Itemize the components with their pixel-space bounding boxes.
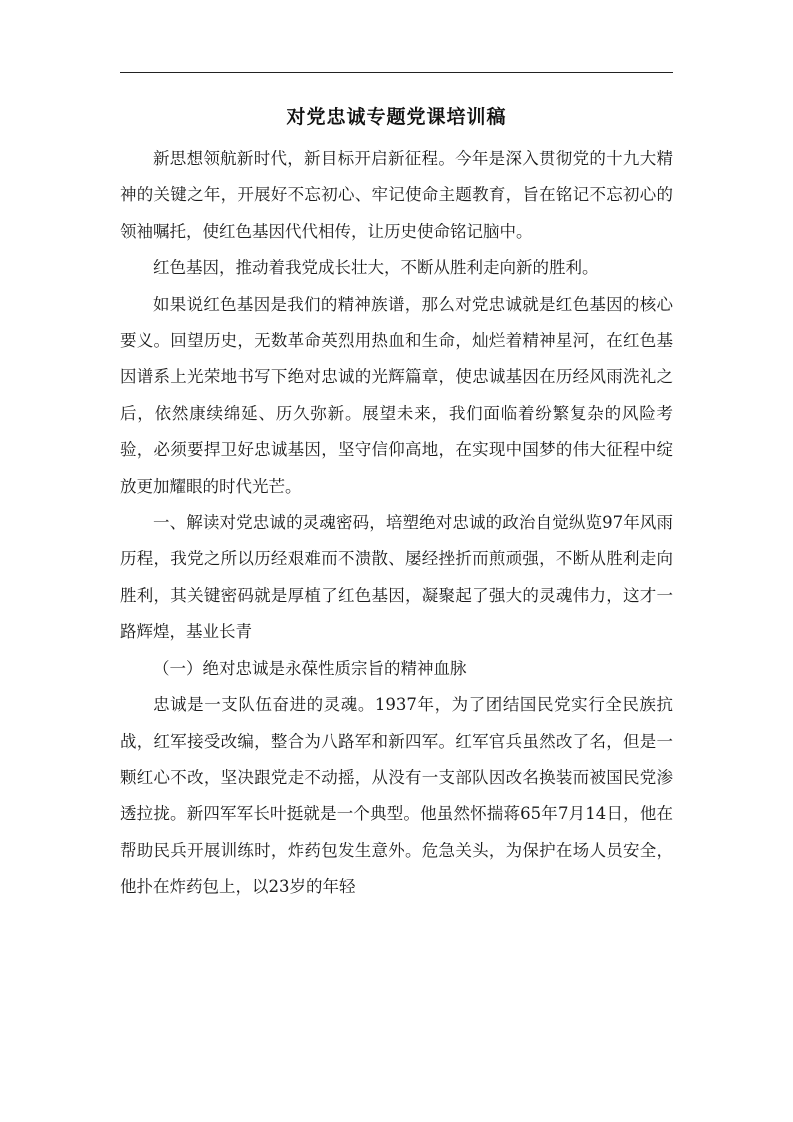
document-title: 对党忠诚专题党课培训稿 [286, 106, 507, 128]
paragraph-intro: 新思想领航新时代，新目标开启新征程。今年是深入贯彻党的十九大精神的关键之年，开展好不忘初心、牢记使命主题教育，旨在铭记不忘初心的领袖嘱托，使红色基因代代相传，让历史使命铭记脑中。 [120, 149, 673, 241]
header-rule [120, 72, 673, 73]
section-heading-one: 一、解读对党忠诚的灵魂密码，培塑绝对忠诚的政治自觉纵览97年风雨历程，我党之所以历经艰难而不溃散、屡经挫折而煎顽强，不断从胜利走向胜利，其关键密码就是厚植了红色基因，凝聚起了强大的灵魂伟力，这才一路辉煌，基业长青 [120, 513, 673, 642]
paragraph-red-gene: 红色基因，推动着我党成长壮大，不断从胜利走向新的胜利。 [153, 258, 599, 278]
paragraph-loyalty-soul: 忠诚是一支队伍奋进的灵魂。1937年，为了团结国民党实行全民族抗战，红军接受改编，整合为八路军和新四军。红军官兵虽然改了名，但是一颗红心不改，坚决跟党走不动摇，从没有一支部队因改名换装而被国民党渗透拉拢。新四军军长叶挺就是一个典型。他虽然怀揣蒋65年7月14日，他在帮助民兵开展训练时，炸药包发生意外。危急关头，为保护在场人员安全，他扑在炸药包上，以23岁的年轻 [120, 695, 673, 897]
paragraph-loyalty-core: 如果说红色基因是我们的精神族谱，那么对党忠诚就是红色基因的核心要义。回望历史，无数革命英烈用热血和生命，灿烂着精神星河，在红色基因谱系上光荣地书写下绝对忠诚的光辉篇章，使忠诚基因在历经风雨洗礼之后，依然康续绵延、历久弥新。展望未来，我们面临着纷繁复杂的风险考验，必须要捍卫好忠诚基因，坚守信仰高地，在实现中国梦的伟大征程中绽放更加耀眼的时代光芒。 [120, 294, 673, 496]
subsection-heading-one: （一）绝对忠诚是永葆性质宗旨的精神血脉 [153, 658, 467, 678]
document-body [120, 141, 673, 906]
